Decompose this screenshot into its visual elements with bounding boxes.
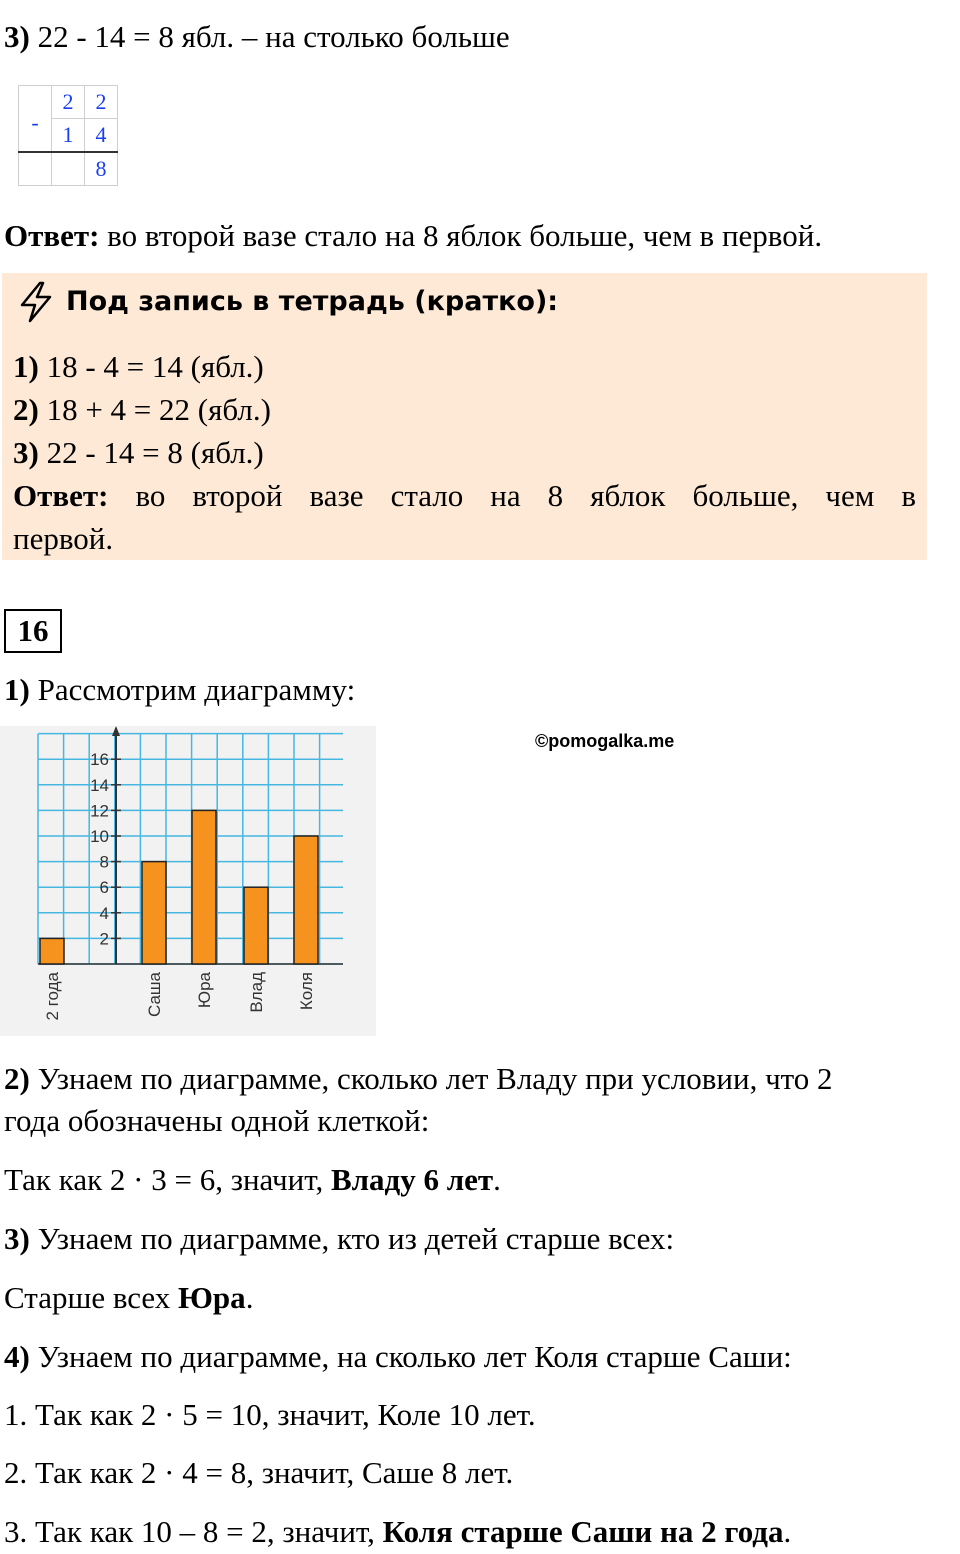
note-line [13, 434, 264, 471]
answer-label: Ответ: [13, 478, 109, 513]
answer-word: на [490, 478, 521, 513]
step-2-result [4, 1161, 501, 1198]
notebook-note-box [2, 273, 927, 560]
result-cell: 8 [85, 152, 118, 186]
answer-word: вазе [309, 478, 364, 513]
y-tick-label: 12 [90, 801, 109, 821]
empty-cell [52, 152, 85, 186]
note-line [13, 348, 264, 385]
step-2-line-cont: года обозначены одной клеткой: [4, 1103, 430, 1138]
step-2-line [4, 1060, 833, 1097]
digit-cell: 2 [52, 86, 85, 119]
step-text: 18 - 4 = 14 (ябл.) [38, 349, 264, 384]
step-number: 4) [4, 1339, 30, 1374]
step-4-item-3 [4, 1513, 791, 1550]
step-number: 1) [4, 672, 30, 707]
digit-cell: 2 [85, 86, 118, 119]
result-bold: Юра [178, 1280, 246, 1315]
step-number: 2) [4, 1061, 30, 1096]
y-tick-label: 6 [99, 878, 109, 898]
y-tick-label: 2 [99, 929, 109, 949]
y-tick-label: 10 [90, 827, 109, 846]
answer-word: яблок [590, 478, 666, 513]
task-number: 16 [4, 609, 62, 653]
minus-sign: - [19, 119, 52, 153]
step-4-line [4, 1338, 792, 1375]
step-3-line [4, 18, 510, 55]
watermark: ©pomogalka.me [535, 731, 675, 751]
step-text: 22 - 14 = 8 (ябл.) [38, 435, 264, 470]
result-end: . [493, 1162, 501, 1197]
column-subtraction [18, 85, 118, 186]
note-heading [16, 281, 558, 323]
step-number: 3) [4, 1221, 30, 1256]
digit-cell: 4 [85, 119, 118, 153]
bar [142, 862, 166, 964]
result-end: . [783, 1514, 792, 1549]
category-label: Саша [145, 972, 164, 1018]
note-answer-line [13, 477, 916, 514]
age-bar-chart [0, 726, 376, 1036]
note-answer-tail: первой. [13, 521, 114, 556]
answer-label: Ответ: [4, 218, 100, 253]
step-text: 18 + 4 = 22 (ябл.) [38, 392, 271, 427]
step-text: Узнаем по диаграмме, сколько лет Владу при условии, что 2 [29, 1061, 833, 1096]
answer-word: 8 [547, 478, 564, 513]
chart-svg [0, 726, 376, 1036]
answer-text: во второй вазе стало на 8 яблок больше, чем в первой. [99, 218, 823, 253]
bar [40, 938, 64, 964]
step-3b-result [4, 1279, 253, 1316]
answer-word: во [135, 478, 166, 513]
result-end: . [245, 1280, 254, 1315]
result-text: 3. Так как 10 – 8 = 2, значит, [4, 1514, 383, 1549]
note-heading-text: Под запись в тетрадь (кратко): [66, 285, 559, 317]
category-label: Коля [297, 972, 316, 1011]
step-1-line [4, 671, 355, 708]
step-4-item-2: 2. Так как 2 · 4 = 8, значит, Саше 8 лет. [4, 1455, 514, 1490]
y-tick-label: 14 [90, 775, 109, 795]
empty-cell [19, 152, 52, 186]
category-label: 2 года [43, 972, 62, 1021]
y-axis-arrow [112, 726, 120, 736]
bar [192, 810, 216, 964]
result-bold: Коля старше Саши на 2 года [382, 1514, 784, 1549]
step-number: 2) [13, 392, 39, 427]
step-text: Узнаем по диаграмме, кто из детей старше всех: [29, 1221, 675, 1256]
y-tick-label: 4 [99, 903, 109, 923]
category-label: Юра [195, 972, 214, 1009]
answer-word: чем [825, 478, 875, 513]
y-tick-label: 16 [90, 750, 109, 770]
step-text: Узнаем по диаграмме, на сколько лет Коля старше Саши: [29, 1339, 792, 1374]
y-tick-label: 8 [99, 852, 109, 872]
step-number: 3) [13, 435, 39, 470]
answer-word: второй [192, 478, 283, 513]
category-label: Влад [247, 972, 266, 1013]
step-number: 1) [13, 349, 39, 384]
answer-word: больше, [692, 478, 799, 513]
result-text: Старше всех [4, 1280, 179, 1315]
step-text: Рассмотрим диаграмму: [29, 672, 356, 707]
lightning-icon [16, 281, 56, 323]
digit-cell: 1 [52, 119, 85, 153]
note-line [13, 391, 271, 428]
answer-word: в [901, 478, 917, 513]
bar [294, 836, 318, 964]
step-4-item-1: 1. Так как 2 · 5 = 10, значит, Коле 10 лет. [4, 1397, 536, 1432]
answer-word: стало [390, 478, 464, 513]
step-number: 3) [4, 19, 30, 54]
result-bold: Владу 6 лет [330, 1162, 494, 1197]
step-text: 22 - 14 = 8 ябл. – на столько больше [29, 19, 510, 54]
step-3b-line [4, 1220, 674, 1257]
answer-line [4, 217, 822, 254]
bar [244, 887, 268, 964]
result-text: Так как 2 · 3 = 6, значит, [4, 1162, 331, 1197]
